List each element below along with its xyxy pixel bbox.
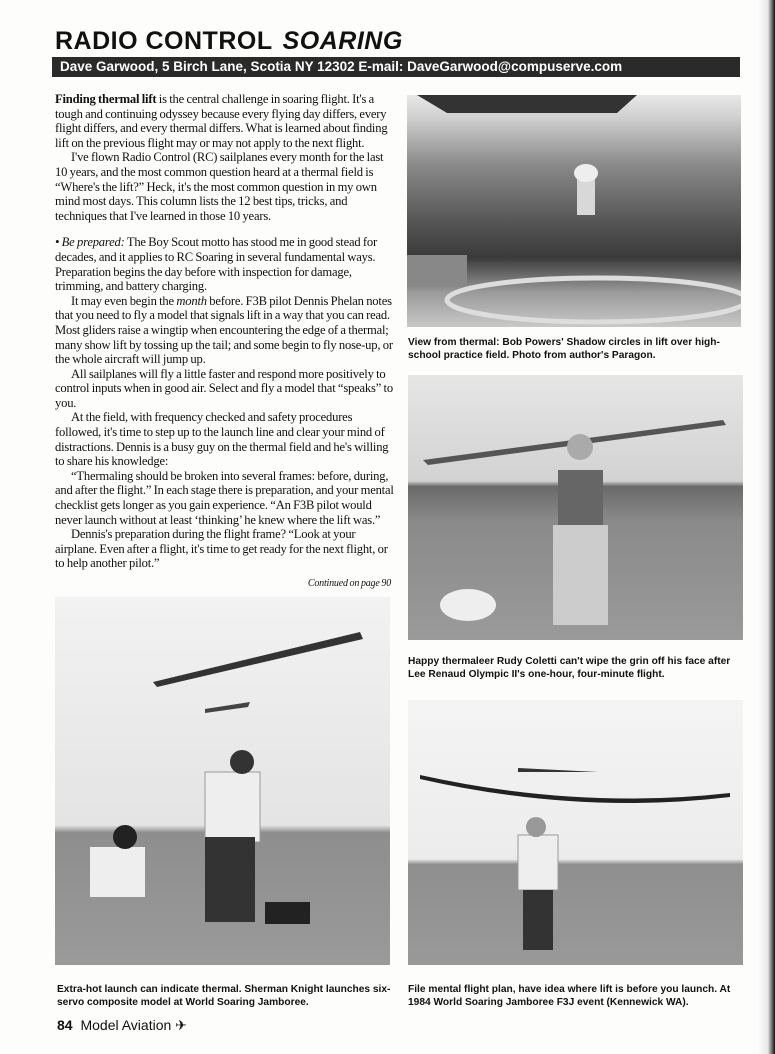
paragraph: At the field, with frequency checked and safety procedures followed, it's time to step up to the launch line and clear your mind of distractions. Dennis is a busy guy on the thermal field and he's willing to share his knowledge: (55, 410, 389, 469)
page-edge (757, 0, 775, 1054)
photo-hand-launch (408, 700, 743, 965)
text: before. F3B pilot Dennis Phelan notes that you need to fly a model that signals lift in a way that you can read. Most gliders raise a wingtip when encountering the edge of a thermal; many show lift by tossing up the tail; and some begin to fly nose-up, or the whole aircraft will jump up. (55, 293, 393, 367)
page-footer (57, 1017, 187, 1034)
article-body (55, 92, 397, 592)
photo-launch (55, 597, 390, 965)
paragraph: “Thermaling should be broken into several frames: before, during, and after the flight.” In each stage there is preparation, and your mental checklist gets longer as you gain experience. “An F3B pilot would never launch without at least ‘thinking’ he knew where the lift was.” (55, 468, 394, 527)
magazine-name: Model Aviation (80, 1017, 172, 1033)
caption-photo2: Happy thermaleer Rudy Coletti can't wipe the grin off his face after Lee Renaud Olympic II's one-hour, four-minute flight. (408, 656, 731, 680)
hand-launch-scene (408, 700, 743, 965)
emphasis: month (176, 293, 207, 308)
paragraph (55, 235, 397, 293)
paragraph: Dennis's preparation during the flight frame? “Look at your airplane. Even after a flight, it's time to get ready for the next flight, or to help another pilot.” (55, 527, 388, 571)
paragraph: I've flown Radio Control (RC) sailplanes every month for the last 10 years, and the most common question heard at a thermal field is “Where's the lift?” Heck, it's the most common question in my own mind most days. This column lists the 12 best tips, tricks, and techniques that I've learned in those 10 years. (55, 150, 384, 223)
page-number: 84 (57, 1017, 73, 1033)
text: It may even begin the (71, 293, 177, 308)
paragraph (55, 294, 397, 367)
aerial-scene (407, 95, 741, 327)
column-title (55, 27, 403, 56)
caption-photo3: Extra-hot launch can indicate thermal. Sherman Knight launches six-servo composite model at World Soaring Jamboree. (57, 984, 391, 1008)
continued-note: Continued on page 90 (307, 578, 391, 589)
lead-in: Finding thermal lift (55, 92, 157, 106)
text: is the central challenge in soaring flight. It's a tough and continuing odyssey because every flying day differs, every flight differs, and every thermal differs. What is learned about finding lift on the previous flight may or may not apply to the next flight. (55, 92, 388, 150)
title-sub: SOARING (282, 27, 403, 55)
airplane-icon: ✈ (175, 1017, 187, 1033)
photo-pilot-with-dog (408, 375, 743, 640)
paragraph: All sailplanes will fly a little faster and respond more positively to control inputs when in good air. Select and fly a model that “speaks” to you. (55, 366, 393, 410)
launch-scene (55, 597, 390, 965)
photo-aerial-view (407, 95, 741, 327)
caption-photo4: File mental flight plan, have idea where lift is before you launch. At 1984 World Soaring Jamboree F3J event (Kennewick WA). (408, 984, 731, 1008)
text: The Boy Scout motto has stood me in good stead for decades, and it applies to RC Soaring in several fundamental ways. Preparation begins the day before with inspection for damage, trimming, and battery charging. (55, 235, 377, 294)
paragraph (55, 92, 397, 150)
title-main: RADIO CONTROL (55, 27, 273, 55)
pilot-scene (408, 375, 743, 640)
byline-bar: Dave Garwood, 5 Birch Lane, Scotia NY 12302 E-mail: DaveGarwood@compuserve.com (52, 57, 740, 77)
caption-photo1: View from thermal: Bob Powers' Shadow circles in lift over high-school practice field. Photo from author's Paragon. (408, 337, 720, 361)
lead-in: • Be prepared: (55, 235, 125, 250)
